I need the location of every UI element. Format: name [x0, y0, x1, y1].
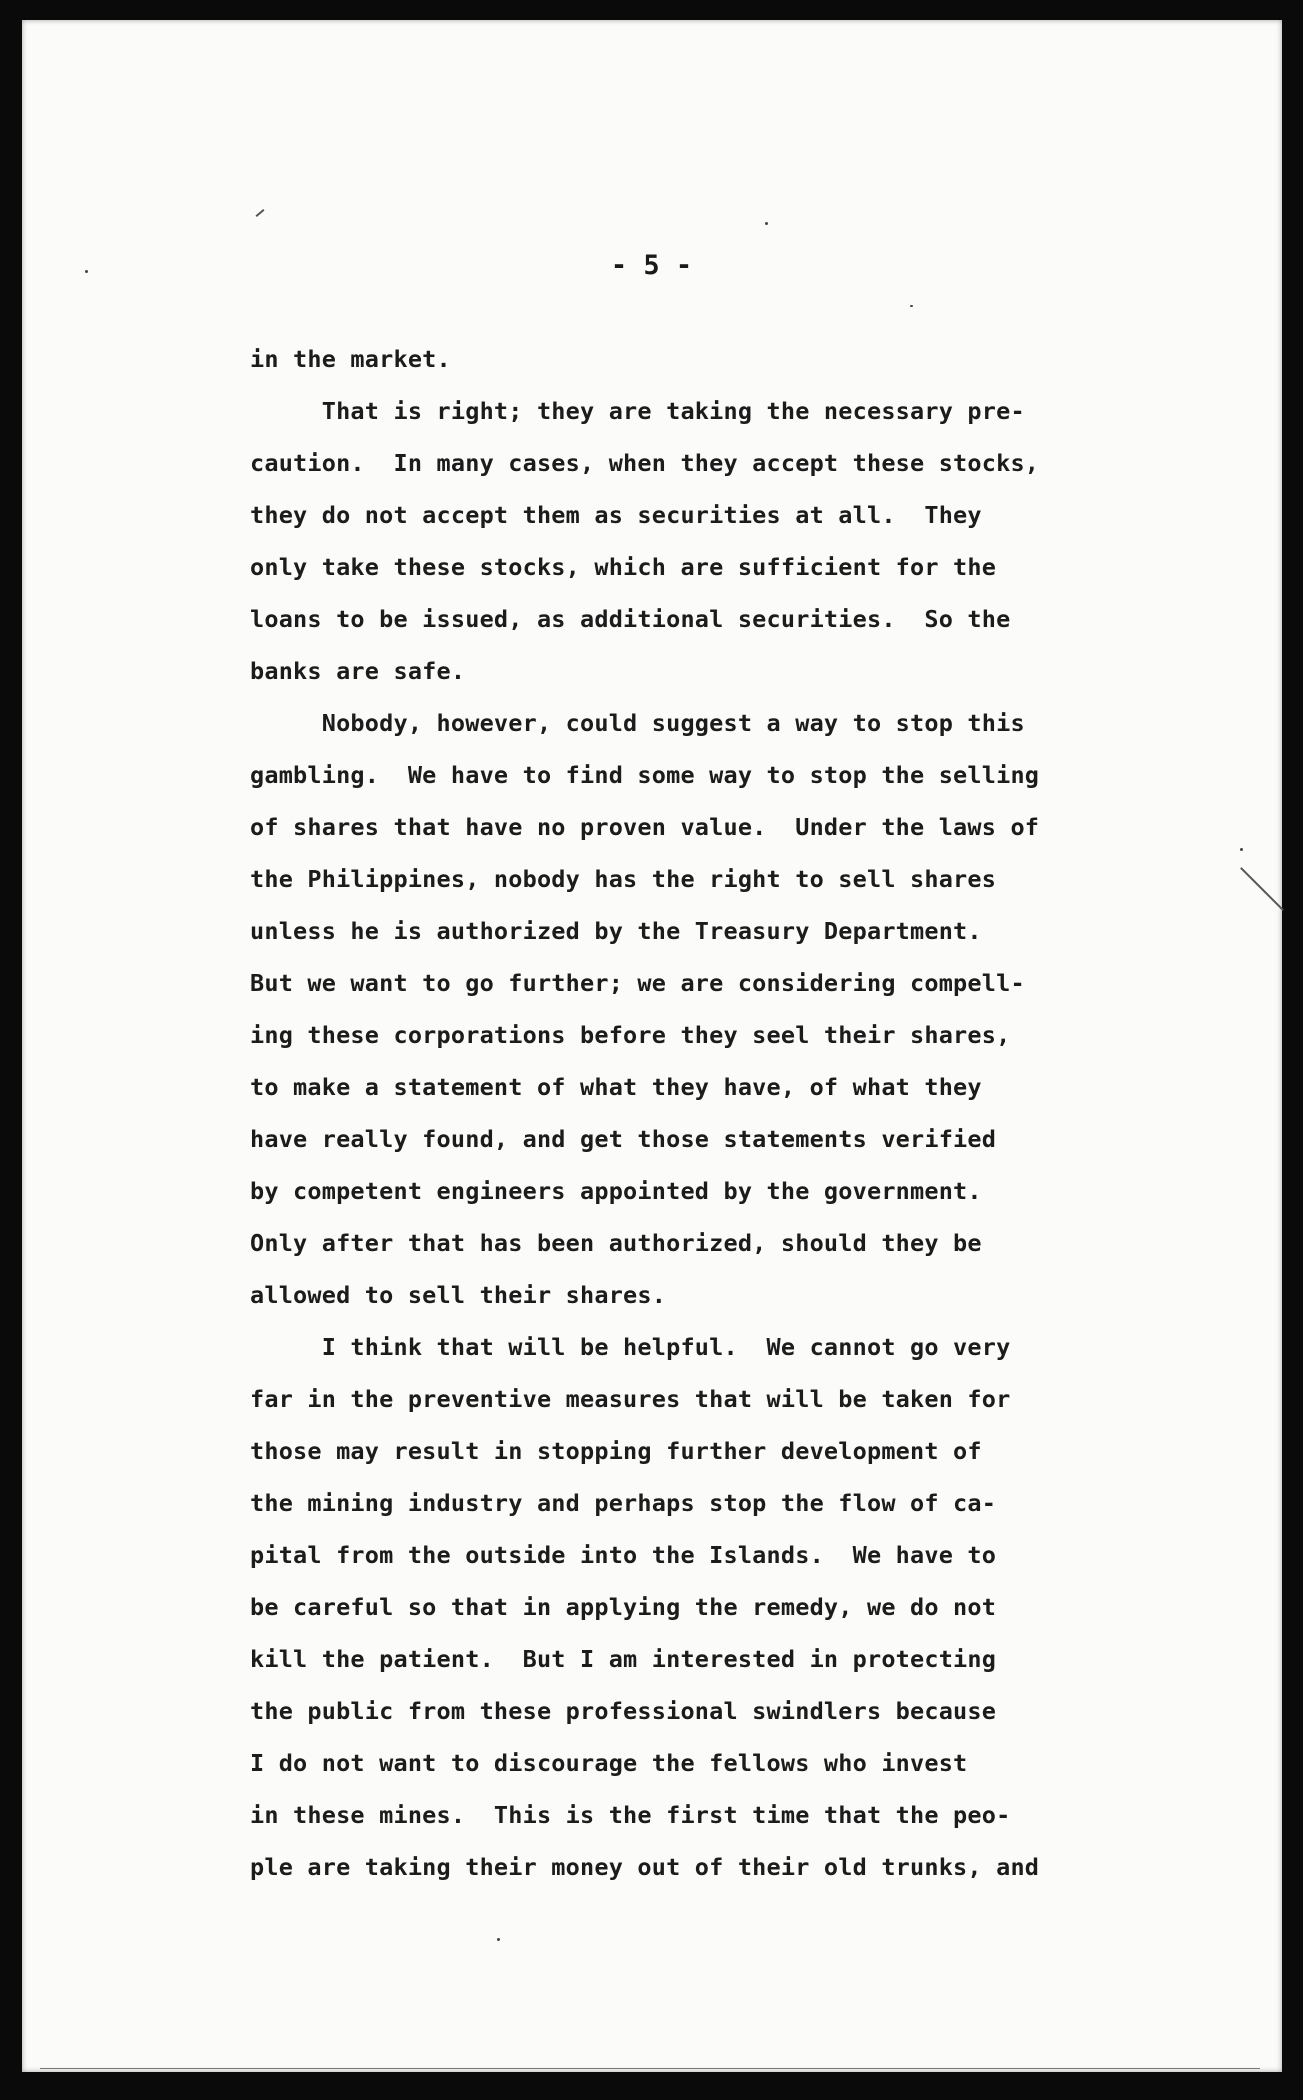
text-line: of shares that have no proven value. Under the laws of [250, 813, 1040, 841]
text-line: they do not accept them as securities at all. They [250, 501, 982, 529]
text-line: unless he is authorized by the Treasury Department. [250, 917, 982, 945]
scan-speck [765, 222, 768, 225]
text-line: by competent engineers appointed by the government. [250, 1177, 982, 1205]
text-line: I think that will be helpful. We cannot go very [250, 1333, 1011, 1361]
scan-speck [497, 1938, 500, 1941]
page-number: - 5 - [610, 250, 693, 281]
text-line: loans to be issued, as additional securities. So the [250, 605, 1011, 633]
text-line: the Philippines, nobody has the right to sell shares [250, 865, 997, 893]
text-line: ple are taking their money out of their old trunks, and [250, 1853, 1040, 1881]
text-line: banks are safe. [250, 657, 466, 685]
text-line: allowed to sell their shares. [250, 1281, 667, 1309]
text-line: be careful so that in applying the remedy, we do not [250, 1593, 997, 1621]
scan-mark [40, 2068, 1260, 2069]
text-line: gambling. We have to find some way to stop the selling [250, 761, 1040, 789]
text-line: in these mines. This is the first time that the peo- [250, 1801, 1011, 1829]
text-line: have really found, and get those statements verified [250, 1125, 997, 1153]
text-line: only take these stocks, which are sufficient for the [250, 553, 997, 581]
text-line: in the market. [250, 345, 451, 373]
text-line: pital from the outside into the Islands. We have to [250, 1541, 997, 1569]
scan-speck [910, 305, 913, 307]
text-line: far in the preventive measures that will be taken for [250, 1385, 1011, 1413]
text-line: the public from these professional swindlers because [250, 1697, 997, 1725]
text-line: those may result in stopping further development of [250, 1437, 982, 1465]
body-text [250, 333, 1150, 1893]
scan-speck [1240, 848, 1243, 851]
text-line: kill the patient. But I am interested in protecting [250, 1645, 997, 1673]
text-line: the mining industry and perhaps stop the flow of ca- [250, 1489, 997, 1517]
text-line: to make a statement of what they have, of what they [250, 1073, 982, 1101]
text-line: But we want to go further; we are considering compell- [250, 969, 1025, 997]
text-line: I do not want to discourage the fellows who invest [250, 1749, 968, 1777]
text-line: caution. In many cases, when they accept these stocks, [250, 449, 1040, 477]
text-line: ing these corporations before they seel their shares, [250, 1021, 1011, 1049]
text-line: Nobody, however, could suggest a way to stop this [250, 709, 1025, 737]
text-line: Only after that has been authorized, should they be [250, 1229, 982, 1257]
text-line: That is right; they are taking the necessary pre- [250, 397, 1025, 425]
